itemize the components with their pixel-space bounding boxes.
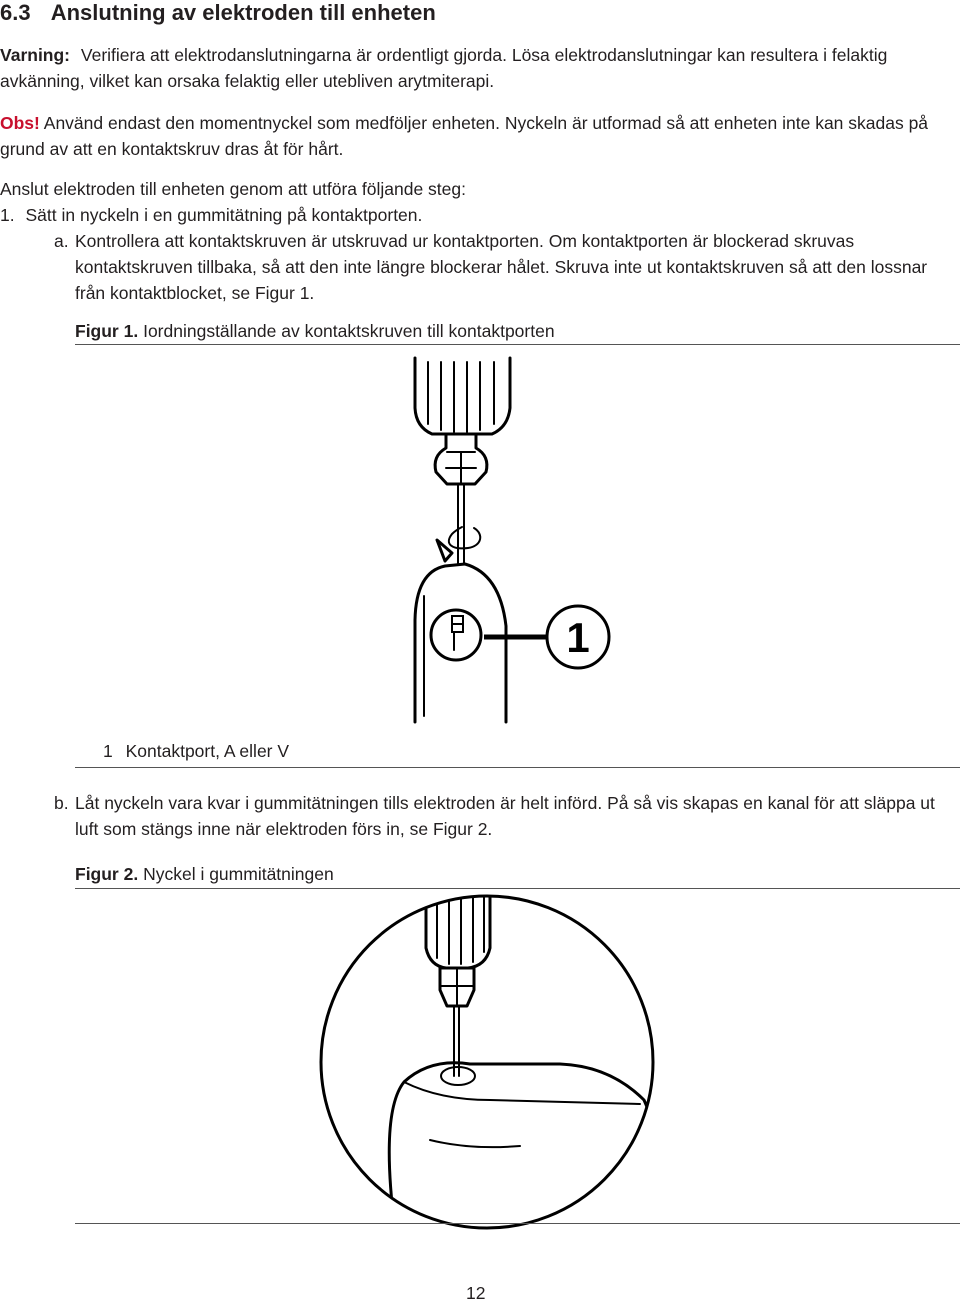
figure-2-illustration bbox=[0, 890, 960, 1220]
figure-1-legend bbox=[103, 738, 289, 764]
section-title: Anslutning av elektroden till enheten bbox=[50, 0, 436, 25]
figure-2-label: Figur 2. bbox=[75, 864, 139, 884]
figure-2-caption bbox=[75, 861, 334, 887]
figure-1-title: Iordningställande av kontaktskruven till kontaktporten bbox=[143, 321, 555, 341]
step-a-letter: a. bbox=[54, 231, 69, 251]
figure-1-label: Figur 1. bbox=[75, 321, 139, 341]
figure-2-title: Nyckel i gummitätningen bbox=[143, 864, 334, 884]
page-number: 12 bbox=[466, 1283, 486, 1303]
intro-text: Anslut elektroden till enheten genom att utföra följande steg: bbox=[0, 179, 466, 199]
step-a-text: Kontrollera att kontaktskruven är utskruvad ur kontaktporten. Om kontaktporten är blockerad skruvas kontaktskruven tillbaka, så att den inte längre blockerar hålet. Skruva inte ut kontaktskruven så att den lossnar från kontaktblocket, se Figur 1. bbox=[75, 231, 928, 303]
figure-1-caption bbox=[75, 318, 555, 344]
device-body bbox=[389, 1063, 670, 1230]
figure-1-illustration bbox=[0, 350, 960, 730]
contact-port bbox=[431, 610, 481, 660]
note-paragraph bbox=[0, 110, 955, 162]
figure-1-top-rule bbox=[75, 344, 960, 345]
callout-number: 1 bbox=[566, 614, 590, 661]
step-1-text: Sätt in nyckeln i en gummitätning på kontaktporten. bbox=[25, 205, 423, 225]
wrench-handle-2 bbox=[426, 880, 490, 968]
figure-2-top-rule bbox=[75, 888, 960, 889]
section-number: 6.3 bbox=[0, 0, 31, 25]
warning-paragraph bbox=[0, 42, 955, 94]
step-1-number: 1. bbox=[0, 205, 15, 225]
warning-text: Verifiera att elektrodanslutningarna är ordentligt gjorda. Lösa elektrodanslutningar kan resultera i felaktig avkänning, vilket kan orsaka felaktig eller utebliven arytmiterapi. bbox=[0, 45, 888, 91]
wrench-handle bbox=[415, 358, 510, 434]
note-text: Använd endast den momentnyckel som medföljer enheten. Nyckeln är utformad så att enheten inte kan skadas på grund av att en kontaktskruv dras åt för hårt. bbox=[0, 113, 929, 159]
step-1 bbox=[0, 202, 422, 228]
step-b-letter: b. bbox=[54, 793, 69, 813]
warning-label: Varning: bbox=[0, 45, 71, 65]
figure-1-bottom-rule bbox=[75, 767, 960, 768]
section-heading bbox=[0, 0, 436, 26]
legend-text: Kontaktport, A eller V bbox=[125, 741, 290, 761]
step-b-text: Låt nyckeln vara kvar i gummitätningen tills elektroden är helt införd. På så vis skapas en kanal för att släppa ut luft som stängs inne när elektroden förs in, se Figur 2. bbox=[75, 793, 935, 839]
note-label: Obs! bbox=[0, 113, 40, 133]
figure-2-bottom-rule bbox=[75, 1223, 960, 1224]
legend-number: 1 bbox=[103, 741, 113, 761]
